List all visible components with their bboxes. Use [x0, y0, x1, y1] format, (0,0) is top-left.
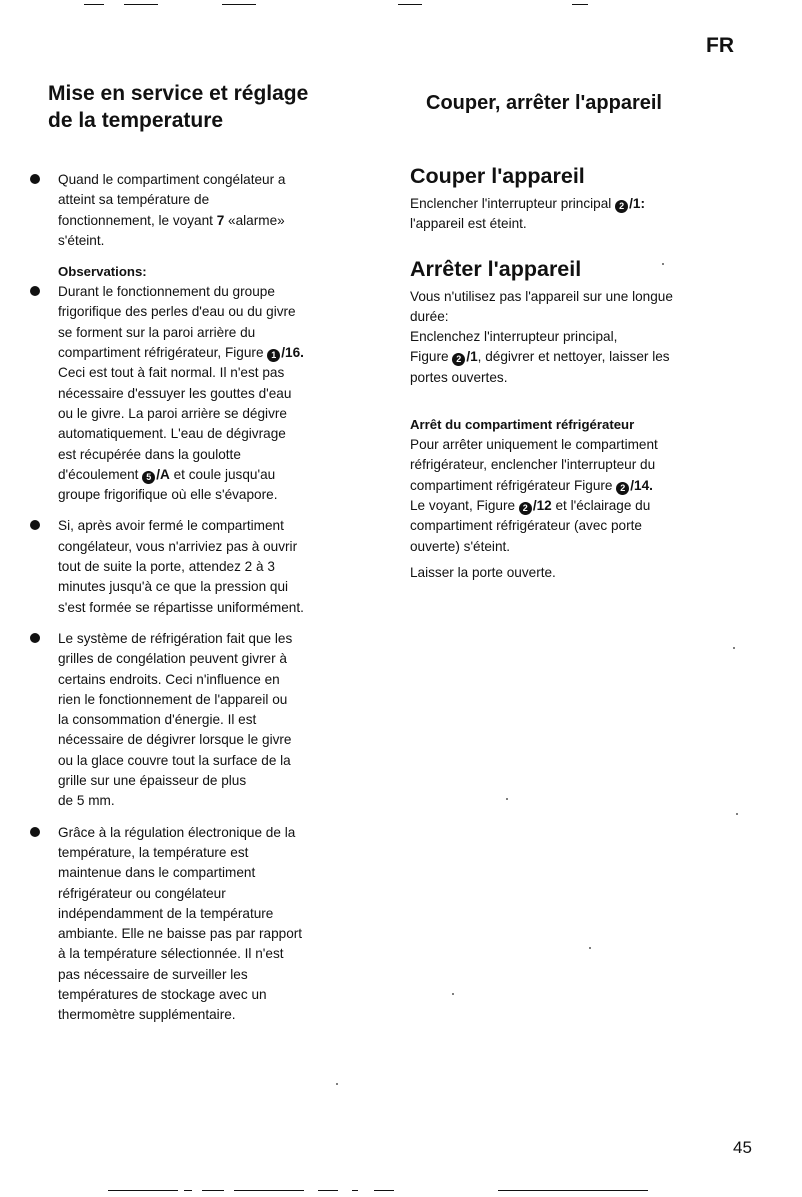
right-content — [410, 163, 770, 583]
observations-heading-row — [30, 262, 375, 282]
text-line: congélateur, vous n'arriviez pas à ouvrir — [58, 538, 298, 554]
page-number: 45 — [733, 1138, 752, 1157]
bullet-list — [30, 170, 375, 1037]
text-line: grille sur une épaisseur de plus — [58, 773, 247, 789]
text-line: frigorifique des perles d'eau ou du givre — [58, 304, 296, 320]
text-line: thermomètre supplémentaire. — [58, 1007, 236, 1023]
figure-ref: /1 — [466, 349, 478, 365]
text-line: et l'éclairage du — [551, 497, 651, 513]
text-line: fonctionnement, le voyant — [58, 212, 217, 228]
figure-ref: /A — [156, 466, 170, 482]
text-line: réfrigérateur ou congélateur — [58, 885, 226, 901]
text-line: Le voyant, Figure — [410, 497, 519, 513]
bullet-text — [58, 170, 375, 251]
text-line: s'est formée se répartisse uniformément. — [58, 599, 304, 615]
scan-rule — [202, 1190, 224, 1191]
left-title-line2: de la temperature — [48, 109, 224, 132]
bullet-item-2 — [30, 282, 375, 505]
text-line: «alarme» — [224, 212, 285, 228]
scan-rule — [222, 4, 256, 5]
bullet-dot-icon — [30, 827, 40, 837]
text-line: réfrigérateur, enclencher l'interrupteur du — [410, 457, 656, 473]
scan-rule — [234, 1190, 304, 1191]
bullet-text — [58, 516, 375, 617]
text-line: Quand le compartiment congélateur a — [58, 172, 286, 187]
text-line: Pour arrêter uniquement le compartiment — [410, 437, 658, 453]
scan-rule — [124, 4, 158, 5]
bullet-text — [58, 823, 375, 1026]
text-line: ouverte) s'éteint. — [410, 538, 511, 554]
text-line: automatiquement. L'eau de dégivrage — [58, 426, 286, 442]
text-line: s'éteint. — [58, 232, 105, 248]
scan-rule — [84, 4, 104, 5]
figure-number-icon: 2 — [616, 482, 629, 495]
bullet-text — [58, 629, 375, 812]
voyant-number: 7 — [216, 212, 225, 228]
figure-number-icon: 2 — [519, 502, 532, 515]
bullet-item-5 — [30, 823, 375, 1026]
text-line: maintenue dans le compartiment — [58, 865, 256, 881]
left-title-line1: Mise en service et réglage — [48, 82, 309, 105]
text-line: ambiante. Elle ne baisse pas par rapport — [58, 926, 303, 942]
text-line: certains endroits. Ceci n'influence en — [58, 671, 280, 687]
text-line: ou la glace couvre tout la surface de la — [58, 752, 291, 768]
scan-speck — [336, 1083, 338, 1085]
scan-rule — [572, 4, 588, 5]
scan-rule — [352, 1190, 358, 1191]
text-line: compartiment réfrigérateur, Figure — [58, 345, 268, 361]
text-line: est récupérée dans la goulotte — [58, 446, 241, 462]
arreter-heading: Arrêter l'appareil — [410, 256, 582, 281]
scan-rule — [398, 4, 422, 5]
scan-speck — [736, 813, 738, 815]
text-line: nécessaire d'essuyer les gouttes d'eau — [58, 385, 292, 401]
text-line: compartiment réfrigérateur Figure — [410, 477, 617, 493]
text-line: tout de suite la porte, attendez 2 à 3 — [58, 559, 275, 575]
laisser-porte-text: Laisser la porte ouverte. — [410, 564, 556, 580]
text-line: température, la température est — [58, 844, 249, 860]
bullet-item-1 — [30, 170, 375, 251]
text-line: Vous n'utilisez pas l'appareil sur une longue — [410, 288, 673, 304]
arret-refrigerateur-text — [410, 435, 770, 557]
text-line: se forment sur la paroi arrière du — [58, 324, 256, 340]
text-line: Ceci est tout à fait normal. Il n'est pas — [58, 365, 285, 381]
text-line: l'appareil est éteint. — [410, 216, 527, 232]
text-line: grilles de congélation peuvent givrer à — [58, 651, 287, 667]
scan-rule — [318, 1190, 338, 1191]
text-line: durée: — [410, 308, 449, 324]
figure-ref: /14. — [630, 477, 653, 493]
figure-number-icon: 2 — [452, 353, 465, 366]
arreter-text — [410, 287, 770, 388]
text-line: Enclenchez l'interrupteur principal, — [410, 329, 618, 345]
text-line: températures de stockage avec un — [58, 986, 267, 1002]
scan-speck — [506, 798, 508, 800]
right-section-title: Couper, arrêter l'appareil — [426, 92, 662, 114]
text-line: Grâce à la régulation électronique de la — [58, 824, 296, 840]
bullet-dot-icon — [30, 633, 40, 643]
text-line: Le système de réfrigération fait que les — [58, 630, 293, 646]
scan-rule — [498, 1190, 648, 1191]
left-section-title — [48, 80, 368, 134]
text-line: d'écoulement — [58, 466, 143, 482]
text-line: rien le fonctionnement de l'appareil ou — [58, 691, 288, 707]
text-line: ou le givre. La paroi arrière se dégivre — [58, 405, 287, 421]
scan-rule — [184, 1190, 192, 1191]
scan-speck — [662, 263, 664, 265]
scan-speck — [589, 947, 591, 949]
couper-heading: Couper l'appareil — [410, 164, 585, 188]
text-line: compartiment réfrigérateur (avec porte — [410, 518, 642, 534]
text-line: portes ouvertes. — [410, 369, 508, 385]
bullet-item-4 — [30, 629, 375, 812]
text-line: pas nécessaire de surveiller les — [58, 966, 248, 982]
language-code: FR — [706, 34, 734, 57]
text-line: Si, après avoir fermé le compartiment — [58, 518, 284, 534]
scan-rule — [108, 1190, 178, 1191]
scan-speck — [733, 647, 735, 649]
text-line: Enclencher l'interrupteur principal — [410, 196, 616, 211]
scan-speck — [452, 993, 454, 995]
observations-heading: Observations: — [58, 264, 147, 280]
figure-number-icon: 5 — [142, 471, 155, 484]
bullet-dot-icon — [30, 520, 40, 530]
bullet-dot-icon — [30, 174, 40, 184]
text-line: Figure — [410, 349, 453, 365]
text-line: à la température sélectionnée. Il n'est — [58, 946, 284, 962]
figure-ref: /12 — [532, 497, 552, 513]
bullet-text — [58, 282, 375, 505]
text-line: Durant le fonctionnement du groupe — [58, 284, 275, 300]
text-line: indépendamment de la température — [58, 905, 274, 921]
text-line: la consommation d'énergie. Il est — [58, 712, 257, 728]
bullet-dot-icon — [30, 286, 40, 296]
arret-refrigerateur-heading: Arrêt du compartiment réfrigérateur — [410, 417, 635, 433]
figure-ref: /16. — [281, 345, 304, 361]
figure-ref: /1: — [629, 196, 645, 211]
bullet-item-3 — [30, 516, 375, 617]
figure-number-icon: 1 — [267, 349, 280, 362]
figure-number-icon: 2 — [615, 200, 628, 213]
text-line: minutes jusqu'à ce que la pression qui — [58, 579, 289, 595]
scan-rule — [374, 1190, 394, 1191]
couper-text — [410, 194, 770, 235]
text-line: groupe frigorifique où elle s'évapore. — [58, 487, 278, 503]
text-line: et coule jusqu'au — [169, 466, 276, 482]
text-line: de 5 mm. — [58, 793, 115, 809]
text-line: atteint sa température de — [58, 192, 210, 208]
text-line: , dégivrer et nettoyer, laisser les — [477, 349, 670, 365]
text-line: nécessaire de dégivrer lorsque le givre — [58, 732, 292, 748]
